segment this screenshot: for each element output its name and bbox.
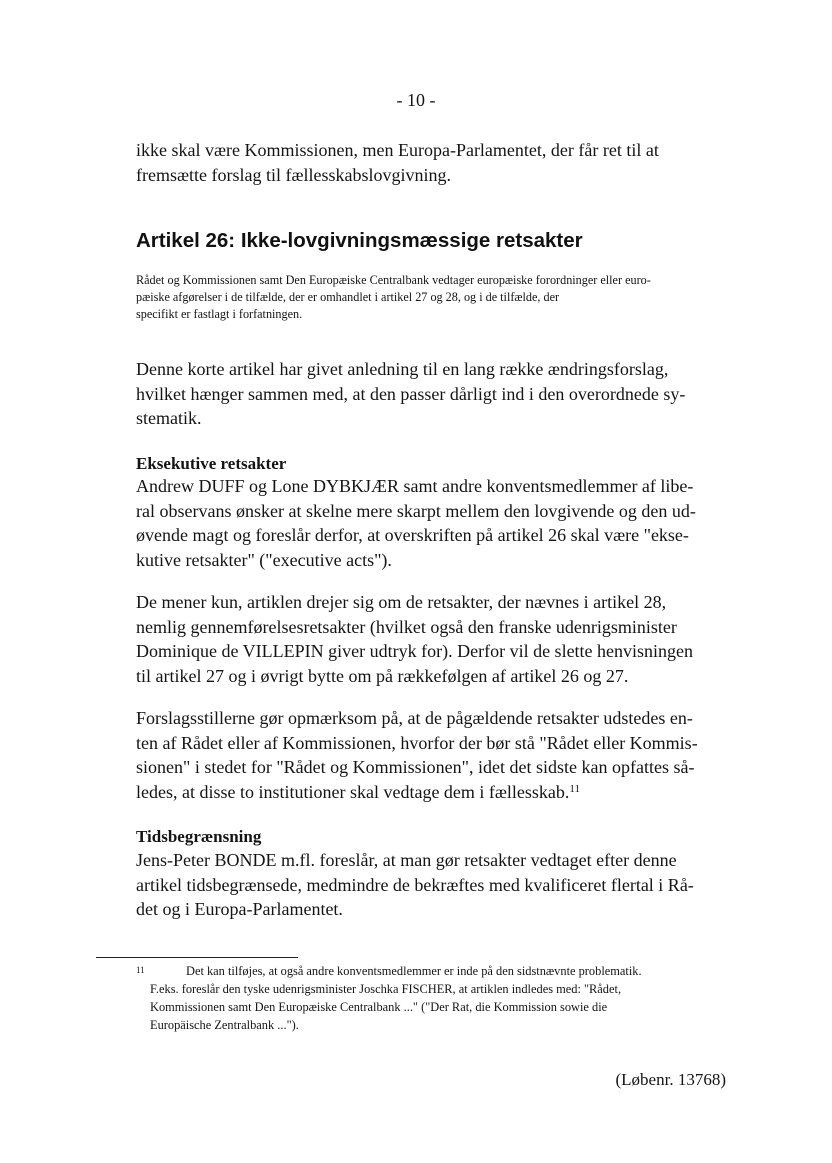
text-line-content: ledes, at disse to institutioner skal vedtage dem i fællesskab.: [136, 781, 570, 802]
text-line: Andrew DUFF og Lone DYBKJÆR samt andre konventsmedlemmer af libe-: [136, 476, 694, 496]
text-line: hvilket hænger sammen med, at den passer dårligt ind i den overordnede sy-: [136, 383, 686, 404]
text-line: sionen" i stedet for "Rådet og Kommissionen", idet det sidste kan opfattes så-: [136, 757, 695, 777]
text-line: Europäische Zentralbank ...").: [150, 1018, 299, 1032]
text-line: De mener kun, artiklen drejer sig om de retsakter, der nævnes i artikel 28,: [136, 592, 667, 612]
page-number: - 10 -: [396, 90, 436, 110]
article-heading: Artikel 26: Ikke-lovgivningsmæssige retsakter: [136, 229, 583, 252]
text-line: ikke skal være Kommissionen, men Europa-Parlamentet, der får ret til at: [136, 140, 659, 160]
text-line: artikel tidsbegrænsede, medmindre de bekræftes med kvalificeret flertal i Rå-: [136, 874, 694, 895]
footnote-reference[interactable]: 11: [569, 782, 581, 795]
text-line: fremsætte forslag til fællesskabslovgivning.: [136, 164, 451, 185]
footnote-divider: [96, 957, 298, 958]
text-line: til artikel 27 og i øvrigt bytte om på rækkefølgen af artikel 26 og 27.: [136, 665, 629, 686]
text-line: F.eks. foreslår den tyske udenrigsminister Joschka FISCHER, at artiklen indledes med: "Rådet,: [150, 982, 622, 996]
text-line: [150, 962, 730, 980]
intro-paragraph: [136, 138, 726, 187]
footnote: [136, 962, 730, 1034]
text-line: [136, 780, 726, 805]
text-line: øvende magt og foreslår derfor, at overskriften på artikel 26 skal være "ekse-: [136, 525, 689, 545]
paragraph-4: [136, 706, 726, 804]
text-line: nemlig gennemførelsesretsakter (hvilket også den franske udenrigsminister: [136, 616, 677, 637]
text-line: stematik.: [136, 408, 202, 428]
text-line: Rådet og Kommissionen samt Den Europæiske Centralbank vedtager europæiske forordninger eller euro-: [136, 273, 651, 287]
article-text: [136, 272, 728, 323]
document-number: (Løbenr. 13768): [615, 1070, 726, 1089]
text-line: Jens-Peter BONDE m.fl. foreslår, at man gør retsakter vedtaget efter denne: [136, 850, 677, 870]
subheading-executive-acts: Eksekutive retsakter: [136, 454, 287, 473]
text-line: ral observans ønsker at skelne mere skarpt mellem den lovgivende og den ud-: [136, 500, 696, 521]
footnote-line-content: Det kan tilføjes, at også andre konventsmedlemmer er inde på den sidstnævnte problematik.: [186, 964, 642, 978]
text-line: Forslagsstillerne gør opmærksom på, at de pågældende retsakter udstedes en-: [136, 708, 693, 728]
paragraph-3: [136, 590, 726, 688]
paragraph-1: [136, 357, 726, 431]
footnote-marker: 11: [136, 965, 145, 975]
paragraph-5: [136, 848, 726, 922]
text-line: ten af Rådet eller af Kommissionen, hvorfor der bør stå "Rådet eller Kommis-: [136, 732, 698, 753]
subheading-time-limit: Tidsbegrænsning: [136, 827, 262, 846]
text-line: kutive retsakter" ("executive acts").: [136, 549, 392, 570]
text-line: Dominique de VILLEPIN giver udtryk for). Derfor vil de slette henvisningen: [136, 641, 694, 661]
text-line: det og i Europa-Parlamentet.: [136, 899, 343, 919]
text-line: Denne korte artikel har givet anledning til en lang række ændringsforslag,: [136, 359, 669, 379]
text-line: specifikt er fastlagt i forfatningen.: [136, 307, 303, 321]
text-line: pæiske afgørelser i de tilfælde, der er omhandlet i artikel 27 og 28, og i de tilfælde, der: [136, 290, 560, 304]
paragraph-2: [136, 474, 726, 572]
text-line: Kommissionen samt Den Europæiske Centralbank ..." ("Der Rat, die Kommission sowie die: [150, 1000, 608, 1014]
